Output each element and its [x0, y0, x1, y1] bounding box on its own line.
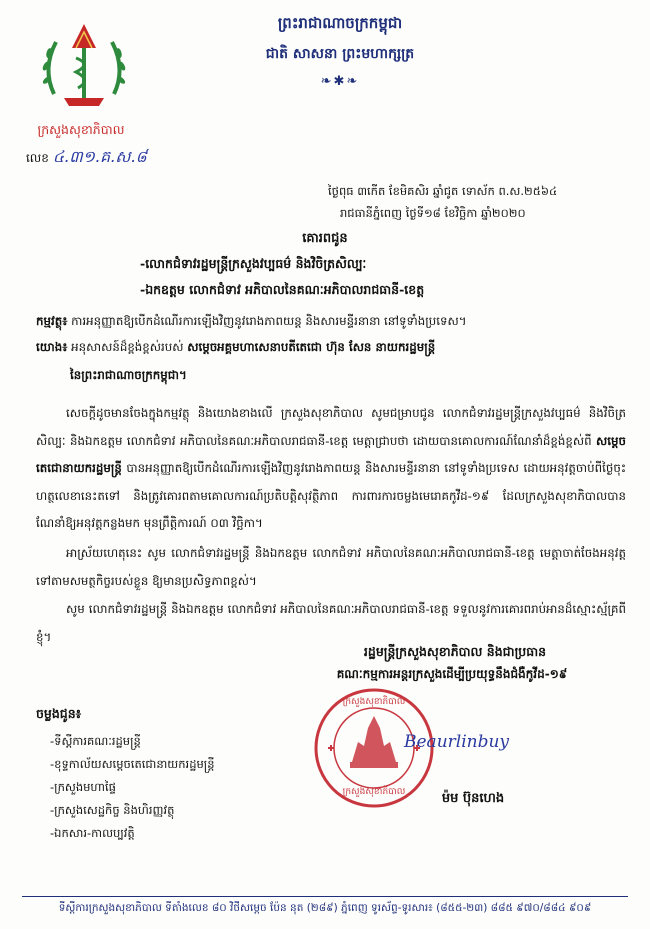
cc-item: -ក្រសួងសេដ្ឋកិច្ច និងហិរញ្ញវត្ថុ	[50, 803, 175, 817]
recipient-ministry-culture: -លោកជំទាវរដ្ឋមន្ត្រីក្រសួងវប្បធម៌ និងវិចិត្រសិល្បៈ	[140, 256, 367, 271]
body-paragraph-1	[36, 400, 626, 538]
reference-text-b: សម្តេចអគ្គមហាសេនាបតីតេជោ ហ៊ុន សែន នាយករដ្ឋមន្ត្រី	[187, 340, 436, 354]
reference-label: យោង៖	[36, 340, 68, 354]
paragraph-1-part-b: សម្តេចតេជោនាយករដ្ឋមន្ត្រី	[36, 433, 626, 475]
cc-item: -ខុទ្ទកាល័យសម្តេចតេជោនាយករដ្ឋមន្ត្រី	[50, 757, 215, 771]
seal-bottom-text: ក្រសួងសុខាភិបាល	[342, 787, 406, 797]
solar-date: រាជធានីភ្នំពេញ ថ្ងៃទី១៨ ខែវិច្ឆិកា ឆ្នាំ២០២០	[340, 206, 526, 220]
reference-text-a: អនុសាសន៍ដ៏ខ្ពង់ខ្ពស់របស់	[71, 340, 184, 354]
subject-text: ការអនុញ្ញាតឱ្យបើកដំណើរការឡើងវិញនូវរោងភាពយន្ត និងសារមន្ទីរនានា នៅទូទាំងប្រទេស។	[71, 314, 467, 328]
ministry-emblem-icon	[34, 14, 134, 114]
reference-handwritten: ៤.៣១.គ.ស.៨	[52, 147, 147, 166]
reference-text-c: នៃព្រះរាជាណាចក្រកម្ពុជា។	[70, 367, 187, 382]
reference-block	[36, 334, 626, 389]
cc-title: ចម្លងជូន៖	[36, 706, 82, 721]
ornament: ❧✱❧	[320, 74, 360, 89]
subject-line	[36, 308, 626, 336]
signatory-name: ម៉ម ប៊ុនហេង	[441, 791, 505, 806]
footer-address: ទីស្តីការក្រសួងសុខាភិបាល ទីតាំងលេខ ៨០ វិថីសម្តេច ប៉ែន នុត (២៨៩) ភ្នំពេញ ទូរស័ព្ទ-ទូរសារ៖ (៨៥៥-២៣) ៨៨៥ ៩៧០/៨៨៤ ៩០៩	[22, 896, 628, 917]
signatory-title-2: គណៈកម្មការអន្តរក្រសួងដើម្បីប្រយុទ្ធនឹងជំងឺកូវីដ-១៩	[336, 667, 568, 681]
body-paragraph-3: សូម លោកជំទាវរដ្ឋមន្ត្រី និងឯកឧត្តម លោកជំទាវ អភិបាលនៃគណៈអភិបាលរាជធានី-ខេត្ត ទទួលនូវការគោរពរាប់អានដ៏ស្មោះស្ម័គ្រពីខ្ញុំ។	[36, 602, 626, 644]
cc-item: -ឯកសារ-កាលប្បវត្តិ	[50, 826, 135, 840]
paragraph-1-part-c: បានអនុញ្ញាតឱ្យបើកដំណើរការឡើងវិញនូវរោងភាពយន្ត និងសារមន្ទីរនានា នៅទូទាំងប្រទេស ដោយអនុវត្តចាប់ពីថ្ងៃចុះហត្ថលេខានេះតទៅ និងត្រូវគោរពតាមគោលការណ៍ប្រតិបត្តិសុវត្ថិភាព ការពារការចម្លងមេរោគកូវីដ-១៩ ដែលក្រសួងសុខាភិបាលបានណែនាំឱ្យអនុវត្តកន្លងមក មុនព្រឹត្តិការណ៍ ០៣ វិច្ឆិកា។	[36, 461, 627, 530]
national-motto: ជាតិ សាសនា ព្រះមហាក្សត្រ	[265, 46, 415, 62]
body-paragraph-2: អាស្រ័យហេតុនេះ សូម លោកជំទាវរដ្ឋមន្ត្រី និងឯកឧត្តម លោកជំទាវ អភិបាលនៃគណៈអភិបាលរាជធានី-ខេត្ត មេត្តាចាត់ចែងអនុវត្តទៅតាមសមត្ថកិច្ចរបស់ខ្លួន ឱ្យមានប្រសិទ្ធភាពខ្ពស់។	[36, 546, 626, 588]
paragraph-1-part-a: សេចក្តីដូចមានចែងក្នុងកម្មវត្ថុ និងយោងខាងលើ ក្រសួងសុខាភិបាល សូមជម្រាបជូន លោកជំទាវរដ្ឋមន្ត្រីក្រសួងវប្បធម៌ និងវិចិត្រសិល្បៈ និងឯកឧត្តម លោកជំទាវ អភិបាលនៃគណៈអភិបាលរាជធានី-ខេត្ត មេត្តាជ្រាបថា ដោយបានគោលការណ៍ណែនាំដ៏ខ្ពង់ខ្ពស់ពី	[36, 406, 626, 448]
lunar-date: ថ្ងៃពុធ ៣កើត ខែមិគសិរ ឆ្នាំជូត ទោស័ក ព.ស.២៥៦៤	[328, 184, 558, 198]
cc-list	[50, 730, 310, 845]
reference-number	[26, 146, 196, 170]
seal-top-text: ក្រសួងសុខាភិបាល	[342, 697, 406, 707]
ministry-logo	[34, 14, 134, 114]
cc-item: -ទីស្តីការគណៈរដ្ឋមន្ត្រី	[50, 734, 141, 748]
subject-label: កម្មវត្ថុ៖	[36, 314, 68, 328]
reference-prefix: លេខ	[26, 151, 49, 165]
ministry-name: ក្រសួងសុខាភិបាល	[37, 122, 125, 137]
recipients-title: គោរពជូន	[302, 231, 348, 246]
recipient-governors: -ឯកឧត្តម លោកជំទាវ អភិបាលនៃគណៈអភិបាលរាជធានី-ខេត្ត	[140, 282, 425, 297]
signature: Beaurlinbuy	[404, 732, 510, 752]
signatory-title-1: រដ្ឋមន្ត្រីក្រសួងសុខាភិបាល និងជាប្រធាន	[363, 644, 547, 659]
cc-item: -ក្រសួងមហាផ្ទៃ	[50, 780, 116, 794]
kingdom-title: ព្រះរាជាណាចក្រកម្ពុជា	[277, 14, 403, 32]
